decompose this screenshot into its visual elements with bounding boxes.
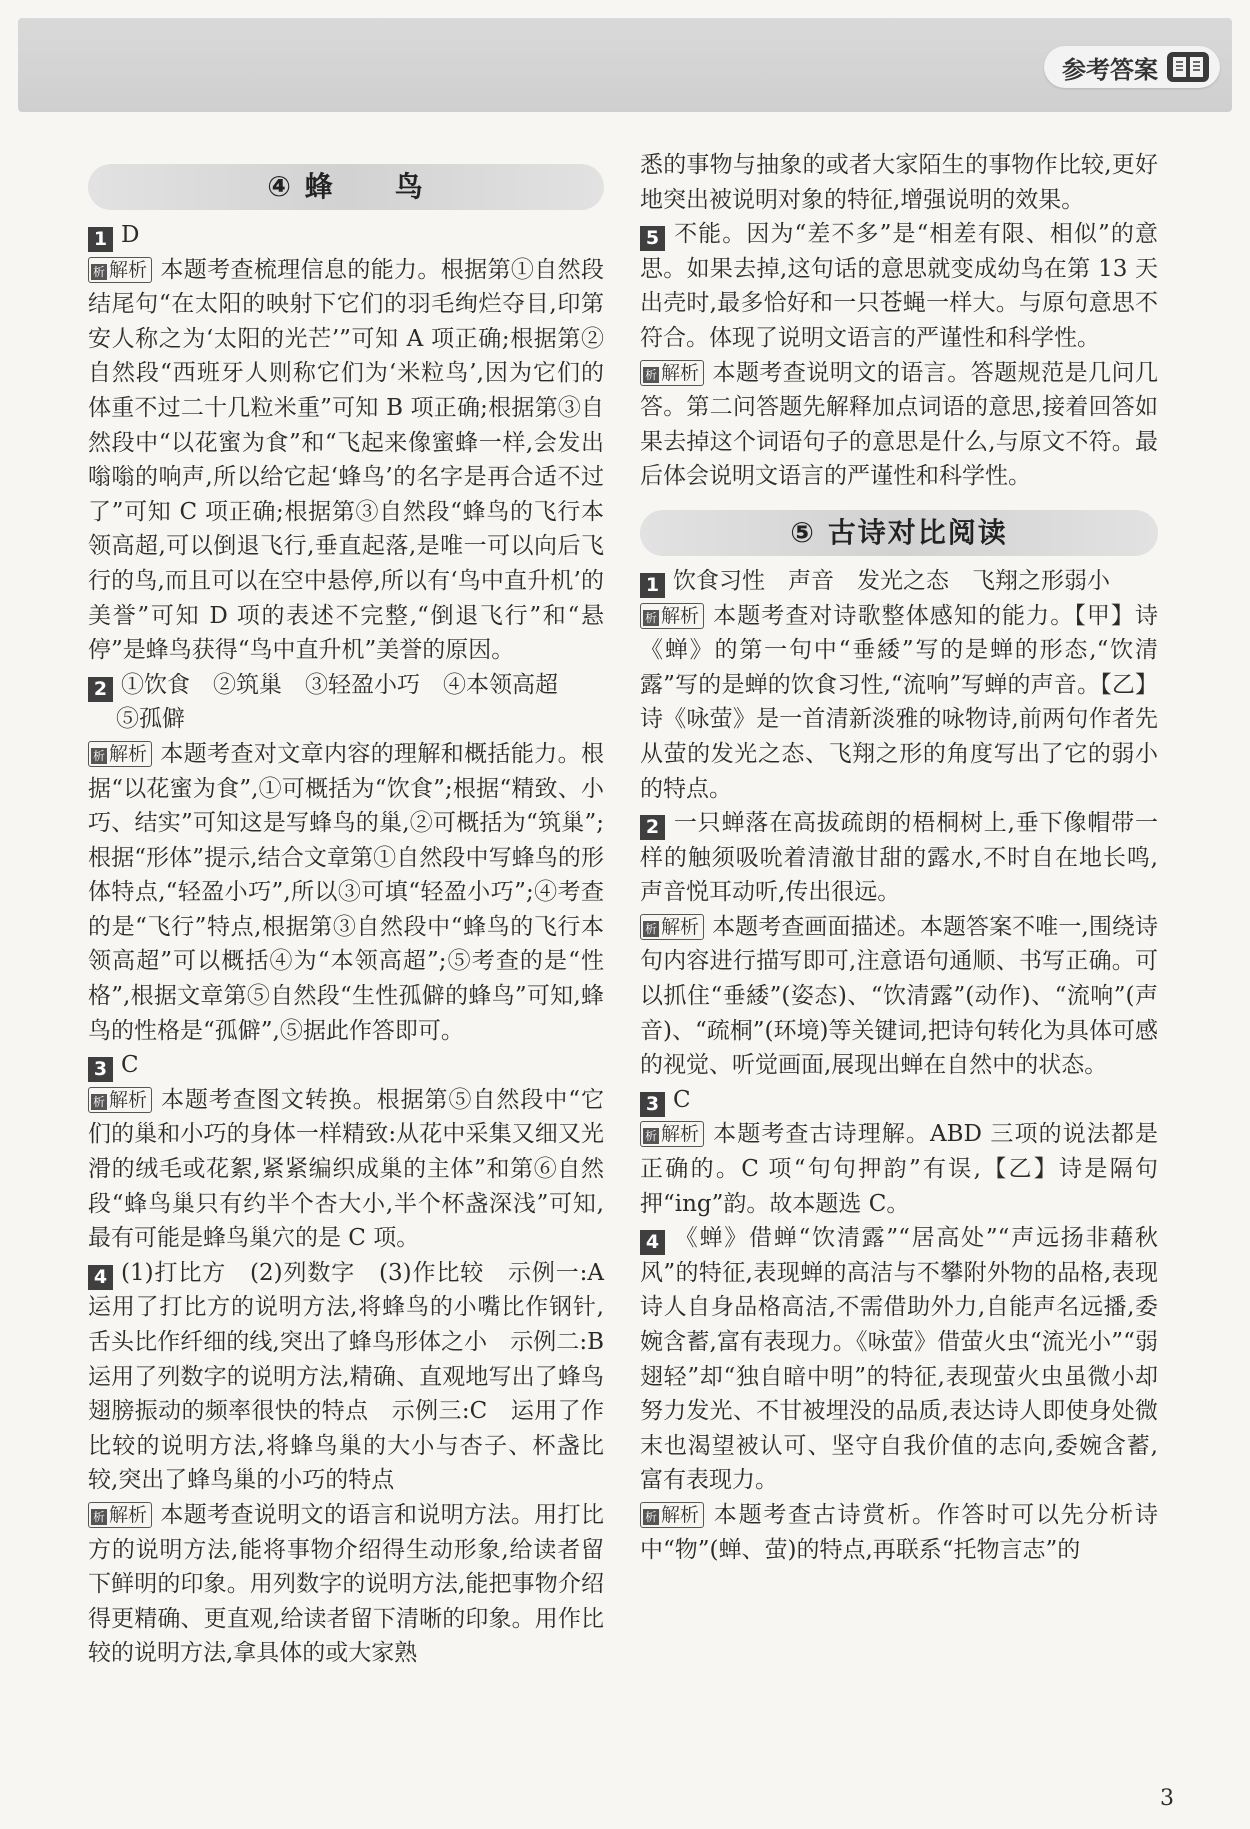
answer: ①饮食 ②筑巢 ③轻盈小巧 ④本领高超 (121, 671, 558, 698)
answer: 饮食习性 声音 发光之态 飞翔之形弱小 (673, 567, 1110, 594)
analysis-text: 本题考查画面描述。本题答案不唯一,围绕诗句内容进行描写即可,注意语句通顺、书写正确。可以抓住“垂緌”(姿态)、“饮清露”(动作)、“流响”(声音)、“疏桐”(环境)等关键词,把诗句转化为具体可感的视觉、听觉画面,展现出蝉在自然中的状态。 (640, 913, 1158, 1079)
answer: 不能。因为“差不多”是“相差有限、相似”的意思。如果去掉,这句话的意思就变成幼鸟在第 13 天出壳时,最多恰好和一只苍蝇一样大。与原句意思不符合。体现了说明文语言的严谨性和科学性。 (640, 221, 1158, 351)
analysis-label: 析 解析 (640, 914, 704, 940)
analysis-text: 本题考查古诗赏析。作答时可以先分析诗中“物”(蝉、萤)的特点,再联系“托物言志”的 (640, 1501, 1158, 1563)
analysis-icon: 析 (92, 748, 105, 763)
analysis-icon: 析 (644, 610, 657, 625)
question-5 (640, 217, 1158, 355)
analysis-label: 析 解析 (88, 1502, 152, 1528)
answer: (1)打比方 (2)列数字 (3)作比较 示例一:A 运用了打比方的说明方法,将蜂鸟的小嘴比作钢针,舌头比作纤细的线,突出了蜂鸟形体之小 示例二:B 运用了列数字的说明方法,精确、直观地写出了蜂鸟翅膀振动的频率很快的特点 示例三:C 运用了作比较的说明方法,将蜂鸟巢的大小与杏子、杯盏比较,突出了蜂鸟巢的小巧的特点 (88, 1259, 627, 1494)
question-number: 2 (640, 815, 665, 840)
question-4 (640, 1221, 1158, 1498)
analysis-2 (640, 910, 1158, 1083)
analysis-icon: 析 (92, 1094, 105, 1109)
analysis-icon: 析 (644, 367, 657, 382)
answer: ⑤孤僻 (116, 706, 185, 733)
analysis-1 (640, 599, 1158, 807)
analysis-3 (640, 1117, 1158, 1221)
question-3 (640, 1083, 1158, 1118)
left-column (88, 150, 627, 1671)
question-number: 1 (88, 227, 113, 252)
analysis-text: 本题考查说明文的语言。答题规范是几问几答。第二问答题先解释加点词语的意思,接着回答如果去掉这个词语句子的意思是什么,与原文不符。最后体会说明文语言的严谨性和科学性。 (640, 359, 1158, 490)
question-number: 4 (640, 1230, 665, 1255)
section-title-poem-comparison: ⑤ 古诗对比阅读 (640, 510, 1158, 556)
right-column (640, 148, 1158, 1567)
analysis-4-continued: 悉的事物与抽象的或者大家陌生的事物作比较,更好地突出被说明对象的特征,增强说明的效果。 (640, 152, 1158, 213)
analysis-icon: 析 (644, 921, 657, 936)
section-title-hummingbird: ④ 蜂 鸟 (88, 164, 604, 210)
answer: 《蝉》借蝉“饮清露”“居高处”“声远扬非藉秋风”的特征,表现蝉的高洁与不攀附外物的品格,表现诗人自身品格高洁,不需借助外力,自能声名远播,委婉含蓄,富有表现力。《咏萤》借萤火虫“流光小”“弱翅轻”却“独自暗中明”的特征,表现萤火虫虽微小却努力发光、不甘被埋没的品质,表达诗人即使身处微末也渴望被认可、坚守自我价值的志向,委婉含蓄,富有表现力。 (640, 1225, 1158, 1494)
answer-key-badge (1044, 46, 1220, 88)
analysis-label: 析 解析 (640, 1502, 704, 1528)
question-number: 5 (640, 226, 665, 251)
question-number: 4 (88, 1265, 113, 1290)
analysis-icon: 析 (644, 1129, 657, 1144)
answer: 一只蝉落在高拔疏朗的梧桐树上,垂下像帽带一样的触须吸吮着清澈甘甜的露水,不时自在地长鸣,声音悦耳动听,传出很远。 (640, 810, 1158, 906)
analysis-4 (88, 1498, 604, 1671)
answer: C (673, 1086, 691, 1113)
analysis-3 (88, 1083, 604, 1256)
analysis-label: 析 解析 (88, 741, 152, 767)
analysis-2 (88, 737, 604, 1048)
analysis-icon: 析 (644, 1509, 657, 1524)
question-number: 3 (640, 1092, 665, 1117)
analysis-text: 本题考查古诗理解。ABD 三项的说法都是正确的。C 项“句句押韵”有误,【乙】诗是隔句押“ing”韵。故本题选 C。 (640, 1121, 1158, 1217)
analysis-4 (640, 1498, 1158, 1567)
question-number: 2 (88, 677, 113, 702)
question-number: 1 (640, 573, 665, 598)
question-1 (88, 218, 604, 253)
analysis-text: 本题考查对文章内容的理解和概括能力。根据“以花蜜为食”,①可概括为“饮食”;根据“精致、小巧、结实”可知这是写蜂鸟的巢,②可概括为“筑巢”;根据“形体”提示,结合文章第①自然段中写蜂鸟的形体特点,“轻盈小巧”,所以③可填“轻盈小巧”;④考查的是“飞行”特点,根据第③自然段中“蜂鸟的飞行本领高超”可以概括④为“本领高超”;⑤考查的是“性格”,根据文章第⑤自然段“生性孤僻的蜂鸟”可知,蜂鸟的性格是“孤僻”,⑤据此作答即可。 (88, 740, 604, 1044)
question-1 (640, 564, 1158, 599)
analysis-text: 本题考查图文转换。根据第⑤自然段中“它们的巢和小巧的身体一样精致:从花中采集又细又光滑的绒毛或花絮,紧紧编织成巢的主体”和第⑥自然段“蜂鸟巢只有约半个杏大小,半个杯盏深浅”可知,最有可能是蜂鸟巢穴的是 C 项。 (88, 1086, 604, 1252)
question-2 (88, 668, 604, 703)
answer: D (121, 222, 140, 248)
answer: C (121, 1052, 139, 1079)
analysis-label: 析 解析 (640, 360, 704, 386)
analysis-1 (88, 253, 604, 668)
analysis-label: 析 解析 (640, 1121, 704, 1147)
question-2 (640, 806, 1158, 910)
analysis-text: 本题考查梳理信息的能力。根据第①自然段结尾句“在太阳的映射下它们的羽毛绚烂夺目,印第安人称之为‘太阳的光芒’”可知 A 项正确;根据第②自然段“西班牙人则称它们为‘米粒鸟’,因为它们的体重不过二十几粒米重”可知 B 项正确;根据第③自然段中“以花蜜为食”和“飞起来像蜜蜂一样,会发出嗡嗡的响声,所以给它起‘蜂鸟’的名字是再合适不过了”可知 C 项正确;根据第③自然段“蜂鸟的飞行本领高超,可以倒退飞行,垂直起落,是唯一可以向后飞行的鸟,而且可以在空中悬停,所以有‘鸟中直升机’的美誉”可知 D 项的表述不完整,“倒退飞行”和“悬停”是蜂鸟获得“鸟中直升机”美誉的原因。 (88, 256, 604, 664)
page-number: 3 (1160, 1786, 1174, 1811)
analysis-label: 析 解析 (640, 603, 704, 629)
analysis-icon: 析 (92, 264, 105, 279)
book-icon (1166, 51, 1210, 83)
analysis-text: 本题考查说明文的语言和说明方法。用打比方的说明方法,能将事物介绍得生动形象,给读者留下鲜明的印象。用列数字的说明方法,能把事物介绍得更精确、更直观,给读者留下清晰的印象。用作比较的说明方法,拿具体的或大家熟 (88, 1501, 604, 1667)
analysis-icon: 析 (92, 1509, 105, 1524)
analysis-label: 析 解析 (88, 1087, 152, 1113)
question-4 (88, 1256, 627, 1498)
answer-key-label: 参考答案 (1062, 55, 1158, 84)
question-number: 3 (88, 1057, 113, 1082)
analysis-5 (640, 356, 1158, 494)
question-3 (88, 1048, 604, 1083)
analysis-label: 析 解析 (88, 257, 152, 283)
analysis-text: 本题考查对诗歌整体感知的能力。【甲】诗《蝉》的第一句中“垂緌”写的是蝉的形态,“饮清露”写的是蝉的饮食习性,“流响”写蝉的声音。【乙】诗《咏萤》是一首清新淡雅的咏物诗,前两句作者先从萤的发光之态、飞翔之形的角度写出了它的弱小的特点。 (640, 602, 1158, 802)
question-2-cont (88, 702, 604, 737)
